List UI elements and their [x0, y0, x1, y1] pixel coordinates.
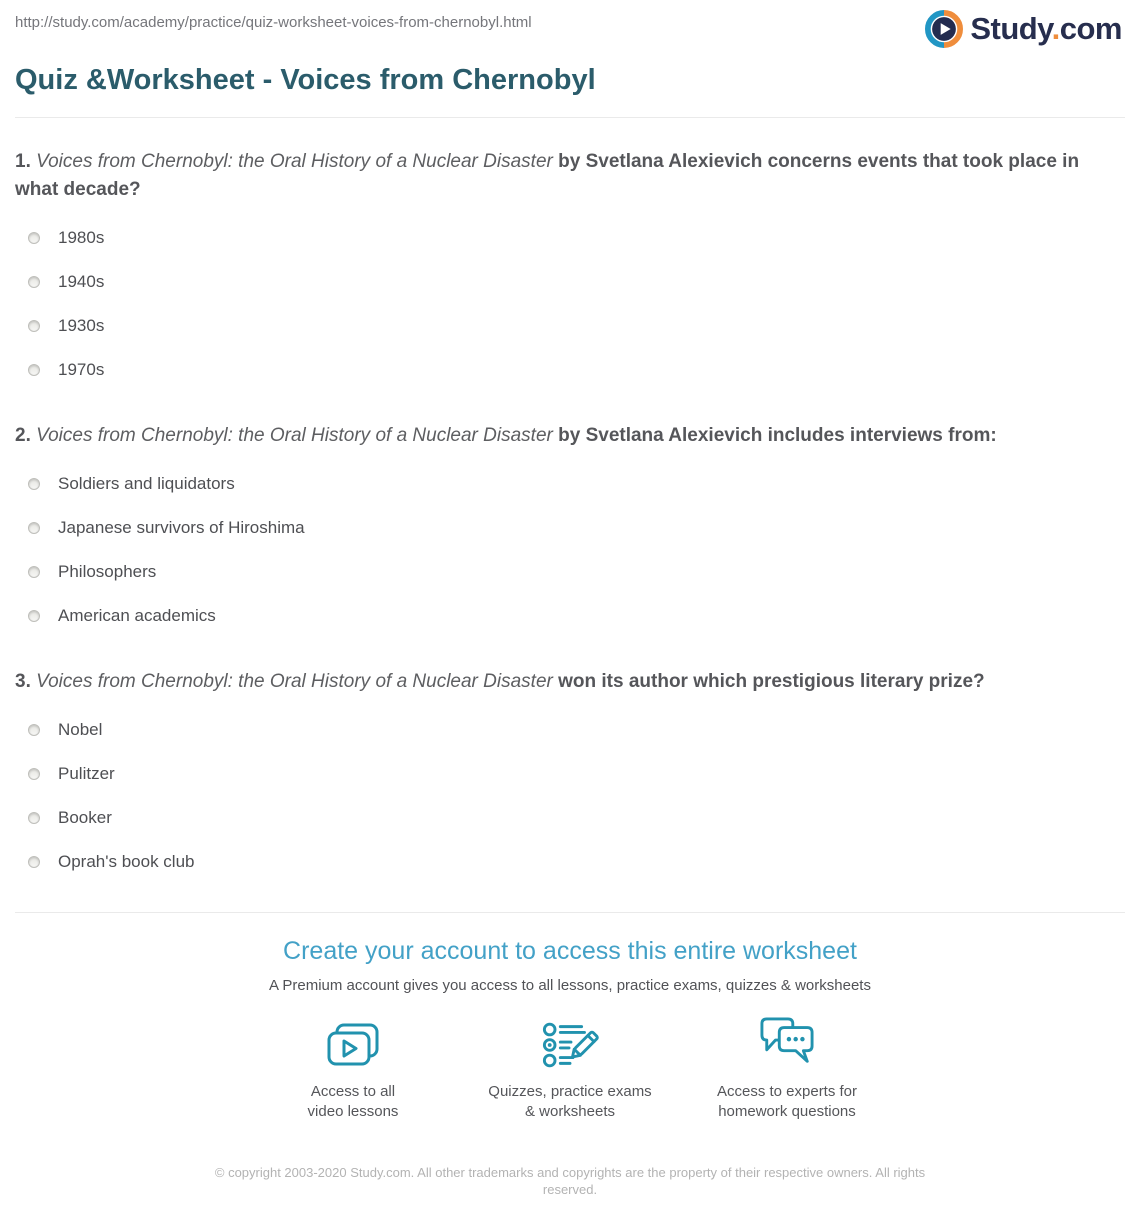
radio-button[interactable] — [28, 320, 40, 332]
option-label[interactable]: Soldiers and liquidators — [58, 474, 235, 493]
option-label[interactable]: Booker — [58, 808, 112, 827]
question-number: 1. — [15, 151, 31, 172]
question-body: by Svetlana Alexievich includes interviews from: — [558, 425, 997, 446]
features-row — [15, 1018, 1125, 1122]
option-label[interactable]: Pulitzer — [58, 764, 115, 783]
radio-button[interactable] — [28, 478, 40, 490]
studycom-play-icon — [925, 10, 963, 48]
option-label[interactable]: 1930s — [58, 316, 105, 335]
radio-button[interactable] — [28, 768, 40, 780]
question-body: by Svetlana Alexievich concerns events that took place in what decade? — [15, 151, 1080, 200]
option-label[interactable]: 1970s — [58, 360, 105, 379]
option-label[interactable]: Japanese survivors of Hiroshima — [58, 518, 305, 537]
option-row — [15, 260, 1125, 304]
book-title: Voices from Chernobyl: the Oral History of a Nuclear Disaster — [36, 151, 553, 172]
option-label[interactable]: Nobel — [58, 720, 103, 739]
cta-section — [15, 912, 1125, 1122]
option-label[interactable]: 1940s — [58, 272, 105, 291]
question-number: 2. — [15, 425, 31, 446]
option-row — [15, 462, 1125, 506]
book-title: Voices from Chernobyl: the Oral History of a Nuclear Disaster — [36, 425, 553, 446]
option-label[interactable]: Oprah's book club — [58, 852, 195, 871]
option-row — [15, 594, 1125, 638]
question-1-text — [15, 148, 1125, 204]
feature-label: Access to all video lessons — [307, 1083, 399, 1120]
question-2-options — [15, 462, 1125, 638]
feature-label: Access to experts for homework questions — [716, 1083, 858, 1120]
radio-button[interactable] — [28, 856, 40, 868]
book-title: Voices from Chernobyl: the Oral History of a Nuclear Disaster — [36, 671, 553, 692]
question-3-options — [15, 708, 1125, 884]
studycom-logo[interactable] — [925, 10, 1122, 48]
question-1 — [15, 148, 1125, 392]
premium-benefits-text: A Premium account gives you access to all lessons, practice exams, quizzes & worksheets — [269, 977, 871, 994]
radio-button[interactable] — [28, 812, 40, 824]
question-2-text — [15, 422, 1125, 450]
feature-quizzes-worksheets — [462, 1018, 679, 1122]
option-row — [15, 752, 1125, 796]
studycom-wordmark: Study.com — [970, 11, 1122, 46]
copyright-notice: © copyright 2003-2020 Study.com. All other trademarks and copyrights are the property of their respective owners. All rights reserved. — [214, 1165, 926, 1197]
page-title: Quiz &Worksheet - Voices from Chernobyl — [15, 64, 1125, 118]
chat-experts-icon — [679, 1018, 896, 1070]
radio-button[interactable] — [28, 276, 40, 288]
top-bar — [0, 0, 1140, 48]
feature-video-lessons — [245, 1018, 462, 1122]
option-row — [15, 348, 1125, 392]
question-body: won its author which prestigious literary prize? — [558, 671, 985, 692]
radio-button[interactable] — [28, 522, 40, 534]
option-label[interactable]: American academics — [58, 606, 216, 625]
page-url: http://study.com/academy/practice/quiz-worksheet-voices-from-chernobyl.html — [15, 14, 532, 31]
radio-button[interactable] — [28, 610, 40, 622]
radio-button[interactable] — [28, 724, 40, 736]
question-3 — [15, 668, 1125, 884]
option-row — [15, 840, 1125, 884]
question-3-text — [15, 668, 1125, 696]
option-label[interactable]: 1980s — [58, 228, 105, 247]
radio-button[interactable] — [28, 364, 40, 376]
quiz-worksheet-icon — [462, 1018, 679, 1070]
feature-label: Quizzes, practice exams & worksheets — [488, 1083, 652, 1120]
option-row — [15, 216, 1125, 260]
feature-homework-experts — [679, 1018, 896, 1122]
option-row — [15, 796, 1125, 840]
question-2 — [15, 422, 1125, 638]
video-lessons-icon — [245, 1018, 462, 1070]
question-1-options — [15, 216, 1125, 392]
option-row — [15, 550, 1125, 594]
option-row — [15, 708, 1125, 752]
option-row — [15, 506, 1125, 550]
option-label[interactable]: Philosophers — [58, 562, 157, 581]
create-account-link[interactable]: Create your account to access this entire worksheet — [283, 937, 857, 965]
radio-button[interactable] — [28, 566, 40, 578]
option-row — [15, 304, 1125, 348]
question-number: 3. — [15, 671, 31, 692]
radio-button[interactable] — [28, 232, 40, 244]
